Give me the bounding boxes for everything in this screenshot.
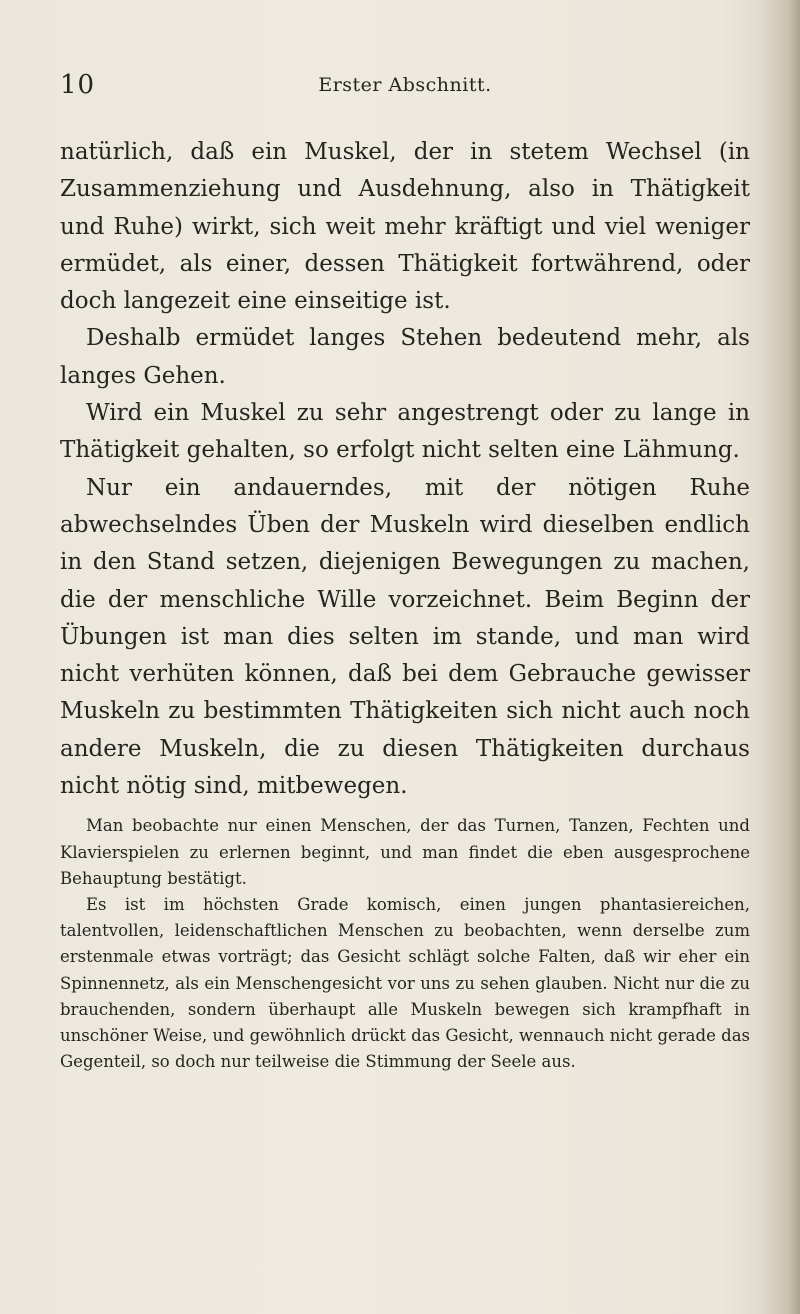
- footnote-2: Es ist im höchsten Grade komisch, einen jungen phantasiereichen, talentvollen, leidenschaftlichen Menschen zu beobachten, wenn derselbe zum erstenmale etwas vorträgt; das Gesicht schlägt solche Falten, daß wir eher ein Spinnennetz, als ein Menschengesicht vor uns zu sehen glauben. Nicht nur die zu brauchenden, sondern überhaupt alle Muskeln bewegen sich krampfhaft in unschöner Weise, und gewöhnlich drückt das Gesicht, wennauch nicht gerade das Gegenteil, so doch nur teilweise die Stimmung der Seele aus.: [60, 894, 750, 1072]
- paragraph-2: Deshalb ermüdet langes Stehen bedeutend mehr, als langes Gehen.: [60, 325, 750, 389]
- paragraph-3: Wird ein Muskel zu sehr angestrengt oder zu lange in Thätigkeit gehalten, so erfolgt nicht selten eine Lähmung.: [60, 400, 750, 464]
- paragraph-1: natürlich, daß ein Muskel, der in stetem Wechsel (in Zusammenziehung und Ausdehnung, also in Thätigkeit und Ruhe) wirkt, sich weit mehr kräftigt und viel weniger ermüdet, als einer, dessen Thätigkeit fortwährend, oder doch langezeit eine einseitige ist.: [60, 139, 750, 315]
- body-text: [60, 134, 750, 1075]
- running-head: Erster Abschnitt.: [318, 74, 492, 96]
- page-edge-shadow: [760, 0, 800, 1314]
- page-number: 10: [60, 70, 96, 100]
- paragraph-4: Nur ein andauerndes, mit der nötigen Ruhe abwechselndes Üben der Muskeln wird dieselben endlich in den Stand setzen, diejenigen Bewegungen zu machen, die der menschliche Wille vorzeichnet. Beim Beginn der Übungen ist man dies selten im stande, und man wird nicht verhüten können, daß bei dem Gebrauche gewisser Muskeln zu bestimmten Thätigkeiten sich nicht auch noch andere Muskeln, die zu diesen Thätigkeiten durchaus nicht nötig sind, mitbewegen.: [60, 474, 750, 800]
- footnote-1: Man beobachte nur einen Menschen, der das Turnen, Tanzen, Fechten und Klavierspielen zu erlernen beginnt, und man findet die eben ausgesprochene Behauptung bestätigt.: [60, 816, 750, 888]
- page-header: [60, 70, 750, 106]
- footnote-block: [60, 813, 750, 1075]
